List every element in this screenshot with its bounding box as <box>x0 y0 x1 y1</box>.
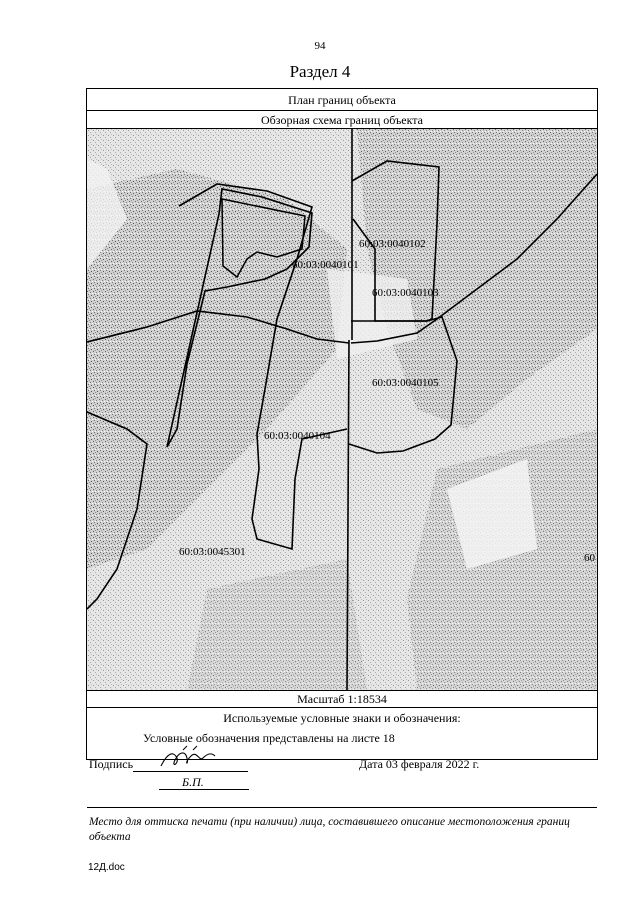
plan-frame <box>86 88 598 843</box>
map-svg <box>87 129 597 690</box>
page-number: 94 <box>314 40 326 52</box>
document-date: Дата 03 февраля 2022 г. <box>359 757 480 771</box>
parcel-label-edge: 60 <box>584 552 595 564</box>
divider <box>87 807 597 808</box>
initials-line <box>159 789 249 790</box>
parcel-label-0040102: 60:03:0040102 <box>359 238 426 250</box>
parcel-label-0040101: 60:03:0040101 <box>292 259 359 271</box>
stamp-note: Место для оттиска печати (при наличии) лица, составившего описание местоположения границ объекта <box>89 816 570 843</box>
parcel-label-0040103: 60:03:0040103 <box>372 287 439 299</box>
footer-filename: 12Д.doc <box>88 862 125 873</box>
signature-initials: Б.П. <box>182 775 204 789</box>
map-scale: Масштаб 1:18534 <box>87 690 597 708</box>
section-title: Раздел 4 <box>289 62 351 81</box>
parcel-label-0040105: 60:03:0040105 <box>372 377 439 389</box>
signature-line <box>133 760 248 772</box>
parcel-label-0040104: 60:03:0040104 <box>264 430 331 442</box>
legend-note: Условные обозначения представлены на листе 18 <box>143 731 395 745</box>
signature-block <box>89 757 248 772</box>
parcel-label-0045301: 60:03:0045301 <box>179 546 246 558</box>
handwritten-signature <box>153 744 223 772</box>
overview-map <box>87 129 597 691</box>
plan-title: План границ объекта <box>87 89 597 111</box>
legend-heading: Используемые условные знаки и обозначения: <box>223 711 461 725</box>
signature-label: Подпись <box>89 757 134 771</box>
scheme-title: Обзорная схема границ объекта <box>87 111 597 129</box>
